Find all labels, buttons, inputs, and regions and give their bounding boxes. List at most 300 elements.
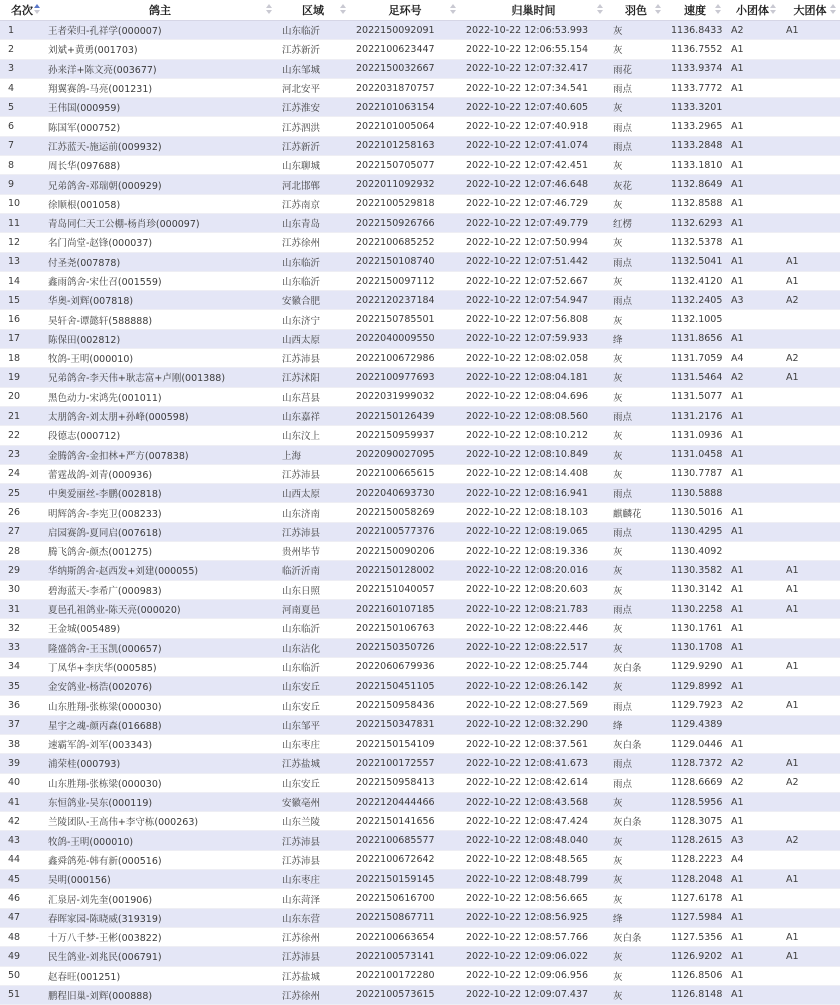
cell-rank: 11	[0, 213, 44, 232]
column-header-rank[interactable]	[0, 0, 44, 21]
cell-owner: 徐顺根(001058)	[44, 194, 276, 213]
cell-owner: 蕾霆战鸽-刘青(000936)	[44, 464, 276, 483]
cell-ring: 2022150108740	[350, 252, 460, 271]
cell-small: A1	[725, 426, 780, 445]
cell-big	[780, 59, 840, 78]
table-row[interactable]	[0, 696, 840, 715]
sort-arrows-icon[interactable]	[34, 4, 40, 16]
cell-ring: 2022100529818	[350, 194, 460, 213]
cell-region: 山东枣庄	[276, 734, 350, 753]
cell-small	[725, 542, 780, 561]
cell-owner: 江苏蓝天-施运前(009932)	[44, 136, 276, 155]
table-row[interactable]	[0, 464, 840, 483]
cell-region: 江苏徐州	[276, 927, 350, 946]
cell-rank: 38	[0, 734, 44, 753]
cell-big	[780, 329, 840, 348]
cell-rank: 30	[0, 580, 44, 599]
cell-big: A2	[780, 831, 840, 850]
cell-color: 红楞	[607, 213, 665, 232]
cell-owner: 明辉鸽舍-李宪卫(008233)	[44, 503, 276, 522]
table-row[interactable]	[0, 734, 840, 753]
cell-small: A2	[725, 773, 780, 792]
cell-time: 2022-10-22 12:08:10.212	[460, 426, 607, 445]
cell-ring: 2022151040057	[350, 580, 460, 599]
cell-ring: 2022150058269	[350, 503, 460, 522]
cell-ring: 2022150159145	[350, 870, 460, 889]
sort-arrows-icon[interactable]	[340, 4, 346, 16]
column-header-time[interactable]	[460, 0, 607, 21]
cell-time: 2022-10-22 12:07:50.994	[460, 233, 607, 252]
cell-time: 2022-10-22 12:08:19.065	[460, 522, 607, 541]
cell-big: A1	[780, 696, 840, 715]
cell-region: 山东安丘	[276, 696, 350, 715]
cell-owner: 星宇之魂-颜丙森(016688)	[44, 715, 276, 734]
table-row[interactable]	[0, 812, 840, 831]
cell-region: 山东临沂	[276, 619, 350, 638]
cell-region: 山东邹平	[276, 715, 350, 734]
table-row[interactable]	[0, 329, 840, 348]
cell-rank: 12	[0, 233, 44, 252]
cell-big: A2	[780, 291, 840, 310]
cell-ring: 2022100577376	[350, 522, 460, 541]
cell-owner: 启园赛鸽-夏同启(007618)	[44, 522, 276, 541]
cell-owner: 碧海蓝天-李希广(000983)	[44, 580, 276, 599]
cell-owner: 春晖家园-陈晓威(319319)	[44, 908, 276, 927]
table-row[interactable]	[0, 194, 840, 213]
cell-speed: 1129.8992	[665, 677, 725, 696]
cell-small: A1	[725, 213, 780, 232]
sort-arrows-icon[interactable]	[715, 4, 721, 16]
cell-region: 山东莒县	[276, 387, 350, 406]
cell-region: 江苏盐城	[276, 966, 350, 985]
table-row[interactable]	[0, 985, 840, 1004]
cell-time: 2022-10-22 12:08:18.103	[460, 503, 607, 522]
cell-ring: 2022150106763	[350, 619, 460, 638]
cell-time: 2022-10-22 12:08:21.783	[460, 599, 607, 618]
cell-small: A1	[725, 387, 780, 406]
cell-color: 绛	[607, 715, 665, 734]
column-header-label: 区域	[302, 4, 324, 17]
cell-region: 山东日照	[276, 580, 350, 599]
cell-ring: 2022090027095	[350, 445, 460, 464]
cell-color: 雨点	[607, 117, 665, 136]
cell-speed: 1130.3142	[665, 580, 725, 599]
table-row[interactable]	[0, 908, 840, 927]
table-row[interactable]	[0, 59, 840, 78]
cell-ring: 2022150092091	[350, 21, 460, 40]
cell-speed: 1132.5378	[665, 233, 725, 252]
cell-rank: 25	[0, 484, 44, 503]
cell-speed: 1131.0458	[665, 445, 725, 464]
cell-small: A1	[725, 792, 780, 811]
cell-time: 2022-10-22 12:08:14.408	[460, 464, 607, 483]
table-row[interactable]	[0, 966, 840, 985]
cell-owner: 兄弟鸽舍-邓瑞朝(000929)	[44, 175, 276, 194]
cell-region: 江苏沛县	[276, 850, 350, 869]
cell-owner: 付圣尧(007878)	[44, 252, 276, 271]
cell-big	[780, 889, 840, 908]
column-header-ring[interactable]	[350, 0, 460, 21]
cell-time: 2022-10-22 12:08:22.446	[460, 619, 607, 638]
cell-big	[780, 985, 840, 1004]
cell-ring: 2022150097112	[350, 271, 460, 290]
table-row[interactable]	[0, 927, 840, 946]
cell-small: A1	[725, 406, 780, 425]
cell-color: 灰	[607, 947, 665, 966]
cell-ring: 2022101063154	[350, 98, 460, 117]
cell-region: 安徽亳州	[276, 792, 350, 811]
cell-big	[780, 426, 840, 445]
table-row[interactable]	[0, 252, 840, 271]
cell-region: 山东枣庄	[276, 870, 350, 889]
cell-color: 灰	[607, 619, 665, 638]
cell-time: 2022-10-22 12:07:56.808	[460, 310, 607, 329]
cell-big	[780, 387, 840, 406]
cell-ring: 2022150958436	[350, 696, 460, 715]
cell-big	[780, 677, 840, 696]
sort-arrows-icon[interactable]	[830, 4, 836, 16]
cell-small: A1	[725, 329, 780, 348]
cell-color: 灰	[607, 966, 665, 985]
cell-color: 灰	[607, 310, 665, 329]
cell-color: 灰	[607, 638, 665, 657]
sort-arrows-icon[interactable]	[655, 4, 661, 16]
cell-big: A1	[780, 561, 840, 580]
table-row[interactable]	[0, 387, 840, 406]
cell-big	[780, 503, 840, 522]
cell-color: 灰	[607, 831, 665, 850]
cell-rank: 8	[0, 156, 44, 175]
cell-time: 2022-10-22 12:08:22.517	[460, 638, 607, 657]
cell-owner: 周长华(097688)	[44, 156, 276, 175]
cell-color: 灰	[607, 21, 665, 40]
cell-ring: 2022150785501	[350, 310, 460, 329]
cell-color: 雨点	[607, 773, 665, 792]
cell-owner: 翔翼赛鸽-马亮(001231)	[44, 78, 276, 97]
cell-owner: 牧鸽-王明(000010)	[44, 349, 276, 368]
cell-speed: 1130.5016	[665, 503, 725, 522]
column-header-label: 名次	[11, 4, 33, 17]
cell-ring: 2022160107185	[350, 599, 460, 618]
cell-color: 灰	[607, 349, 665, 368]
cell-speed: 1129.4389	[665, 715, 725, 734]
cell-region: 山东临沂	[276, 252, 350, 271]
cell-color: 灰	[607, 580, 665, 599]
cell-owner: 东恒鸽业-吴东(000119)	[44, 792, 276, 811]
cell-ring: 2022150959937	[350, 426, 460, 445]
cell-color: 灰	[607, 194, 665, 213]
table-row[interactable]	[0, 677, 840, 696]
cell-color: 绛	[607, 908, 665, 927]
cell-big: A1	[780, 870, 840, 889]
table-row[interactable]	[0, 233, 840, 252]
cell-owner: 十万八千梦-王彬(003822)	[44, 927, 276, 946]
cell-time: 2022-10-22 12:07:40.918	[460, 117, 607, 136]
cell-rank: 32	[0, 619, 44, 638]
cell-big	[780, 156, 840, 175]
cell-time: 2022-10-22 12:08:48.565	[460, 850, 607, 869]
cell-owner: 鑫舜鸽苑-韩有新(000516)	[44, 850, 276, 869]
cell-speed: 1132.5041	[665, 252, 725, 271]
table-row[interactable]	[0, 619, 840, 638]
cell-rank: 35	[0, 677, 44, 696]
cell-speed: 1127.5356	[665, 927, 725, 946]
cell-color: 雨点	[607, 484, 665, 503]
cell-big: A1	[780, 368, 840, 387]
table-row[interactable]	[0, 542, 840, 561]
table-row[interactable]	[0, 773, 840, 792]
cell-small	[725, 715, 780, 734]
cell-small	[725, 98, 780, 117]
cell-big	[780, 310, 840, 329]
cell-ring: 2022150154109	[350, 734, 460, 753]
cell-time: 2022-10-22 12:07:59.933	[460, 329, 607, 348]
cell-ring: 2022060679936	[350, 657, 460, 676]
cell-color: 灰	[607, 561, 665, 580]
cell-time: 2022-10-22 12:08:08.560	[460, 406, 607, 425]
cell-ring: 2022100685577	[350, 831, 460, 850]
table-row[interactable]	[0, 889, 840, 908]
table-row[interactable]	[0, 349, 840, 368]
column-header-small[interactable]	[725, 0, 780, 21]
cell-small: A1	[725, 194, 780, 213]
table-row[interactable]	[0, 792, 840, 811]
cell-owner: 陈保田(002812)	[44, 329, 276, 348]
cell-big	[780, 619, 840, 638]
cell-region: 江苏沛县	[276, 831, 350, 850]
cell-region: 贵州毕节	[276, 542, 350, 561]
table-row[interactable]	[0, 715, 840, 734]
column-header-big[interactable]	[780, 0, 840, 21]
cell-speed: 1130.7787	[665, 464, 725, 483]
cell-region: 江苏泗洪	[276, 117, 350, 136]
table-row[interactable]	[0, 21, 840, 40]
table-row[interactable]	[0, 484, 840, 503]
cell-small: A1	[725, 136, 780, 155]
cell-color: 雨点	[607, 522, 665, 541]
cell-region: 江苏新沂	[276, 40, 350, 59]
table-row[interactable]	[0, 78, 840, 97]
cell-color: 雨点	[607, 78, 665, 97]
table-row[interactable]	[0, 657, 840, 676]
table-row[interactable]	[0, 599, 840, 618]
cell-ring: 2022150867711	[350, 908, 460, 927]
cell-small	[725, 310, 780, 329]
cell-speed: 1128.6669	[665, 773, 725, 792]
cell-speed: 1132.1005	[665, 310, 725, 329]
cell-color: 灰	[607, 156, 665, 175]
cell-time: 2022-10-22 12:08:37.561	[460, 734, 607, 753]
cell-time: 2022-10-22 12:09:06.022	[460, 947, 607, 966]
cell-speed: 1126.8506	[665, 966, 725, 985]
column-header-speed[interactable]	[665, 0, 725, 21]
cell-owner: 吴明(000156)	[44, 870, 276, 889]
table-row[interactable]	[0, 870, 840, 889]
cell-region: 山东临沂	[276, 657, 350, 676]
cell-time: 2022-10-22 12:08:48.040	[460, 831, 607, 850]
table-row[interactable]	[0, 213, 840, 232]
cell-rank: 34	[0, 657, 44, 676]
cell-rank: 31	[0, 599, 44, 618]
cell-speed: 1131.8656	[665, 329, 725, 348]
column-header-label: 羽色	[625, 4, 647, 17]
table-row[interactable]	[0, 831, 840, 850]
cell-rank: 29	[0, 561, 44, 580]
cell-time: 2022-10-22 12:09:06.956	[460, 966, 607, 985]
cell-owner: 黑色动力-宋鸿先(001011)	[44, 387, 276, 406]
table-row[interactable]	[0, 754, 840, 773]
column-header-label: 速度	[684, 4, 706, 17]
sort-arrows-icon[interactable]	[770, 4, 776, 16]
cell-rank: 14	[0, 271, 44, 290]
cell-big	[780, 522, 840, 541]
table-body	[0, 21, 840, 1005]
sort-arrows-icon[interactable]	[597, 4, 603, 16]
cell-owner: 汇泉居-刘先奎(001906)	[44, 889, 276, 908]
cell-color: 灰	[607, 426, 665, 445]
cell-color: 雨点	[607, 252, 665, 271]
cell-speed: 1133.3201	[665, 98, 725, 117]
cell-owner: 金安鸽业-杨浩(002076)	[44, 677, 276, 696]
cell-speed: 1126.9202	[665, 947, 725, 966]
cell-small: A1	[725, 503, 780, 522]
cell-speed: 1130.4295	[665, 522, 725, 541]
cell-color: 灰白条	[607, 657, 665, 676]
cell-rank: 39	[0, 754, 44, 773]
cell-small: A1	[725, 40, 780, 59]
cell-big	[780, 966, 840, 985]
cell-small: A1	[725, 233, 780, 252]
cell-rank: 24	[0, 464, 44, 483]
column-header-label: 大团体	[793, 4, 827, 17]
cell-time: 2022-10-22 12:08:04.696	[460, 387, 607, 406]
cell-owner: 孙来洋+陈文亮(003677)	[44, 59, 276, 78]
cell-owner: 中奥爱丽丝-李鹏(002818)	[44, 484, 276, 503]
column-header-owner[interactable]	[44, 0, 276, 21]
cell-region: 临沂沂南	[276, 561, 350, 580]
table-row[interactable]	[0, 445, 840, 464]
table-row[interactable]	[0, 136, 840, 155]
cell-time: 2022-10-22 12:06:55.154	[460, 40, 607, 59]
table-row[interactable]	[0, 522, 840, 541]
table-row[interactable]	[0, 406, 840, 425]
cell-big: A1	[780, 927, 840, 946]
cell-time: 2022-10-22 12:08:04.181	[460, 368, 607, 387]
cell-rank: 7	[0, 136, 44, 155]
sort-arrows-icon[interactable]	[266, 4, 272, 16]
cell-rank: 20	[0, 387, 44, 406]
cell-ring: 2022101005064	[350, 117, 460, 136]
cell-rank: 45	[0, 870, 44, 889]
cell-big	[780, 40, 840, 59]
table-row[interactable]	[0, 368, 840, 387]
cell-time: 2022-10-22 12:07:32.417	[460, 59, 607, 78]
cell-time: 2022-10-22 12:06:53.993	[460, 21, 607, 40]
cell-small: A1	[725, 908, 780, 927]
cell-small: A1	[725, 561, 780, 580]
cell-region: 山西太原	[276, 329, 350, 348]
column-header-color[interactable]	[607, 0, 665, 21]
table-row[interactable]	[0, 580, 840, 599]
cell-speed: 1130.4092	[665, 542, 725, 561]
cell-big	[780, 908, 840, 927]
cell-rank: 15	[0, 291, 44, 310]
cell-rank: 21	[0, 406, 44, 425]
cell-color: 灰	[607, 368, 665, 387]
cell-owner: 王者荣归-孔祥学(000007)	[44, 21, 276, 40]
column-header-label: 归巢时间	[511, 4, 556, 17]
table-row[interactable]	[0, 426, 840, 445]
cell-big	[780, 175, 840, 194]
cell-ring: 2022150958413	[350, 773, 460, 792]
table-row[interactable]	[0, 271, 840, 290]
cell-color: 灰	[607, 40, 665, 59]
column-header-region[interactable]	[276, 0, 350, 21]
cell-color: 灰	[607, 870, 665, 889]
cell-big: A1	[780, 657, 840, 676]
table-row[interactable]	[0, 291, 840, 310]
cell-big	[780, 117, 840, 136]
table-row[interactable]	[0, 638, 840, 657]
table-row[interactable]	[0, 561, 840, 580]
cell-ring: 2022150616700	[350, 889, 460, 908]
cell-time: 2022-10-22 12:07:46.729	[460, 194, 607, 213]
sort-arrows-icon[interactable]	[450, 4, 456, 16]
table-row[interactable]	[0, 156, 840, 175]
table-row[interactable]	[0, 310, 840, 329]
cell-time: 2022-10-22 12:08:48.799	[460, 870, 607, 889]
table-row[interactable]	[0, 40, 840, 59]
table-row[interactable]	[0, 98, 840, 117]
cell-speed: 1132.2405	[665, 291, 725, 310]
cell-owner: 赵春旺(001251)	[44, 966, 276, 985]
table-row[interactable]	[0, 175, 840, 194]
cell-owner: 兰陵团队-王高伟+李守栋(000263)	[44, 812, 276, 831]
cell-time: 2022-10-22 12:07:49.779	[460, 213, 607, 232]
cell-region: 江苏徐州	[276, 985, 350, 1004]
cell-big	[780, 233, 840, 252]
cell-region: 河南夏邑	[276, 599, 350, 618]
cell-ring: 2022120237184	[350, 291, 460, 310]
cell-big	[780, 194, 840, 213]
cell-rank: 40	[0, 773, 44, 792]
cell-small: A1	[725, 812, 780, 831]
cell-ring: 2022150032667	[350, 59, 460, 78]
cell-rank: 22	[0, 426, 44, 445]
cell-region: 山东安丘	[276, 773, 350, 792]
cell-color: 雨点	[607, 696, 665, 715]
cell-small: A1	[725, 580, 780, 599]
table-row[interactable]	[0, 850, 840, 869]
cell-region: 山东临沂	[276, 271, 350, 290]
cell-rank: 10	[0, 194, 44, 213]
cell-big	[780, 734, 840, 753]
cell-region: 山东济宁	[276, 310, 350, 329]
cell-owner: 浦荣桂(000793)	[44, 754, 276, 773]
cell-region: 上海	[276, 445, 350, 464]
cell-owner: 名门尚堂-赵锋(000037)	[44, 233, 276, 252]
cell-big: A1	[780, 271, 840, 290]
cell-ring: 2022150141656	[350, 812, 460, 831]
cell-ring: 2022100172557	[350, 754, 460, 773]
cell-region: 江苏沛县	[276, 947, 350, 966]
cell-time: 2022-10-22 12:08:25.744	[460, 657, 607, 676]
table-row[interactable]	[0, 503, 840, 522]
cell-region: 山东汶上	[276, 426, 350, 445]
table-row[interactable]	[0, 947, 840, 966]
table-row[interactable]	[0, 117, 840, 136]
cell-small: A2	[725, 754, 780, 773]
